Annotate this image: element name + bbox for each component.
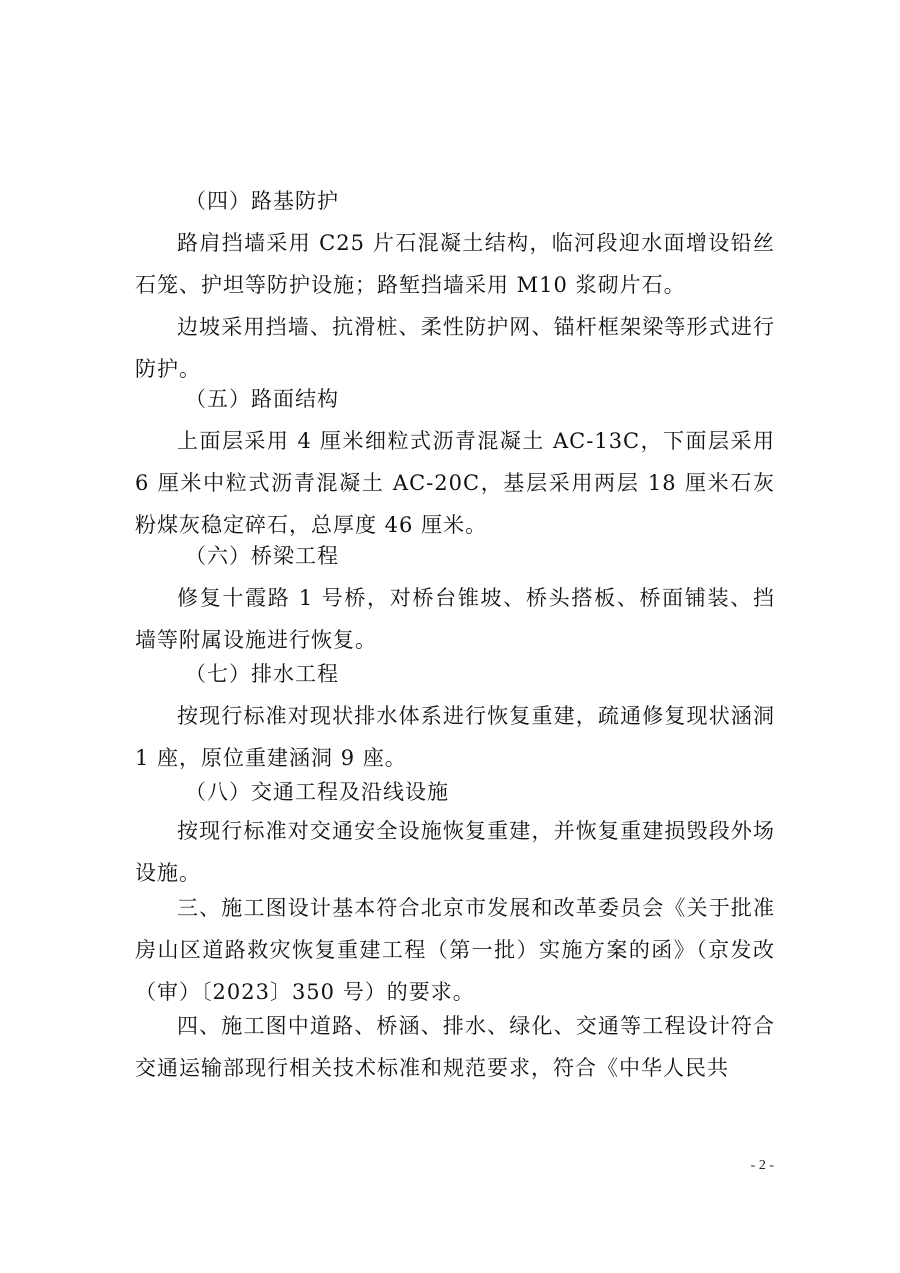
paragraph-traffic-safety: 按现行标准对交通安全设施恢复重建，并恢复重建损毁段外场设施。 <box>135 819 775 885</box>
paragraph-drainage-rebuild: 按现行标准对现状排水体系进行恢复重建，疏通修复现状涵洞 1 座，原位重建涵洞 9 座。 <box>135 704 775 770</box>
section-heading-pavement-structure: （五）路面结构 <box>185 387 339 411</box>
paragraph-design-compliance-3: 三、施工图设计基本符合北京市发展和改革委员会《关于批准房山区道路救灾恢复重建工程（第一批）实施方案的函》（京发改（审）〔2023〕350 号）的要求。 <box>135 896 775 1004</box>
paragraph-pavement-layers: 上面层采用 4 厘米细粒式沥青混凝土 AC-13C，下面层采用 6 厘米中粒式沥青混凝土 AC-20C，基层采用两层 18 厘米石灰粉煤灰稳定碎石，总厚度 46 厘米。 <box>135 429 775 537</box>
paragraph-design-compliance-4: 四、施工图中道路、桥涵、排水、绿化、交通等工程设计符合交通运输部现行相关技术标准和规范要求，符合《中华人民共 <box>135 1014 775 1080</box>
paragraph-bridge-repair: 修复十霞路 1 号桥，对桥台锥坡、桥头搭板、桥面铺装、挡墙等附属设施进行恢复。 <box>135 586 775 652</box>
section-heading-roadbed-protection: （四）路基防护 <box>185 189 339 213</box>
paragraph-retaining-wall: 路肩挡墙采用 C25 片石混凝土结构，临河段迎水面增设铅丝石笼、护坦等防护设施；路堑挡墙采用 M10 浆砌片石。 <box>135 231 775 297</box>
section-heading-drainage-works: （七）排水工程 <box>185 662 339 686</box>
page-number: - 2 - <box>750 1158 774 1173</box>
paragraph-slope-protection: 边坡采用挡墙、抗滑桩、柔性防护网、锚杆框架梁等形式进行防护。 <box>135 315 775 381</box>
section-heading-traffic-facilities: （八）交通工程及沿线设施 <box>185 780 449 804</box>
section-heading-bridge-works: （六）桥梁工程 <box>185 544 339 568</box>
